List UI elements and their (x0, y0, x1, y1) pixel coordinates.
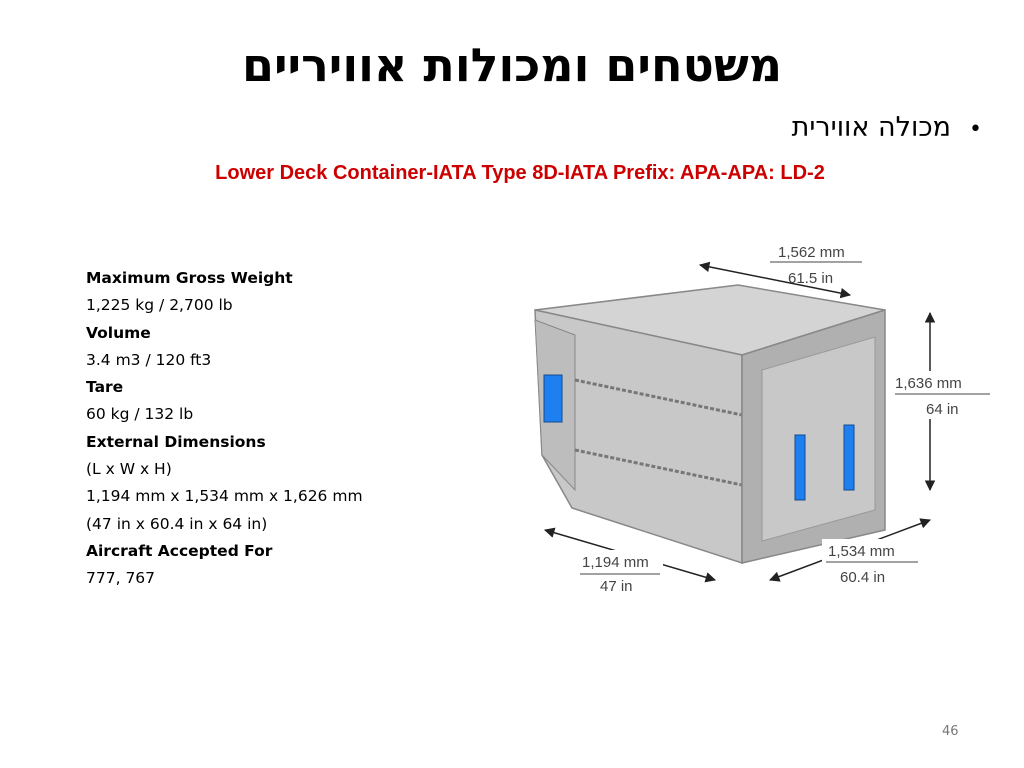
blue-tag (544, 375, 562, 422)
depth-dimension-mm: 1,194 mm (582, 554, 649, 571)
spec-label-dimensions: External Dimensions (86, 432, 266, 451)
spec-list (86, 265, 446, 593)
spec-value-dimensions-axes: (L x W x H) (86, 460, 172, 479)
height-dimension-in: 64 in (926, 401, 959, 418)
top-dimension-mm: 1,562 mm (778, 244, 845, 261)
container-subtitle: Lower Deck Container-IATA Type 8D-IATA Prefix: APA-APA: LD-2 (215, 162, 825, 184)
spec-value-dimensions-mm: 1,194 mm x 1,534 mm x 1,626 mm (86, 487, 363, 506)
spec-label-weight: Maximum Gross Weight (86, 269, 293, 287)
bullet-item (792, 108, 982, 150)
spec-label-tare: Tare (86, 378, 124, 397)
page-number: 46 (942, 724, 959, 739)
bullet-dot-icon: • (969, 117, 982, 142)
door-latch-right (844, 425, 854, 490)
spec-value-tare: 60 kg / 132 lb (86, 405, 194, 424)
spec-value-aircraft: 777, 767 (86, 569, 156, 588)
width-dimension-in: 60.4 in (840, 569, 886, 586)
height-dimension-mm: 1,636 mm (895, 375, 962, 392)
spec-label-aircraft: Aircraft Accepted For (86, 541, 273, 560)
container-diagram (520, 225, 1000, 610)
top-dimension-in: 61.5 in (788, 270, 834, 287)
spec-label-volume: Volume (86, 323, 151, 342)
spec-value-volume: 3.4 m3 / 120 ft3 (86, 350, 212, 369)
width-dimension-mm: 1,534 mm (828, 543, 895, 560)
slide-title: משטחים ומכולות אוויריים (241, 38, 782, 92)
spec-value-weight: 1,225 kg / 2,700 lb (86, 296, 233, 315)
spec-value-dimensions-in: (47 in x 60.4 in x 64 in) (86, 514, 268, 533)
depth-dimension-in: 47 in (600, 578, 633, 595)
door-latch-left (795, 435, 805, 500)
container-door-panel (762, 337, 875, 541)
bullet-text: מכולה אווירית (791, 112, 952, 143)
